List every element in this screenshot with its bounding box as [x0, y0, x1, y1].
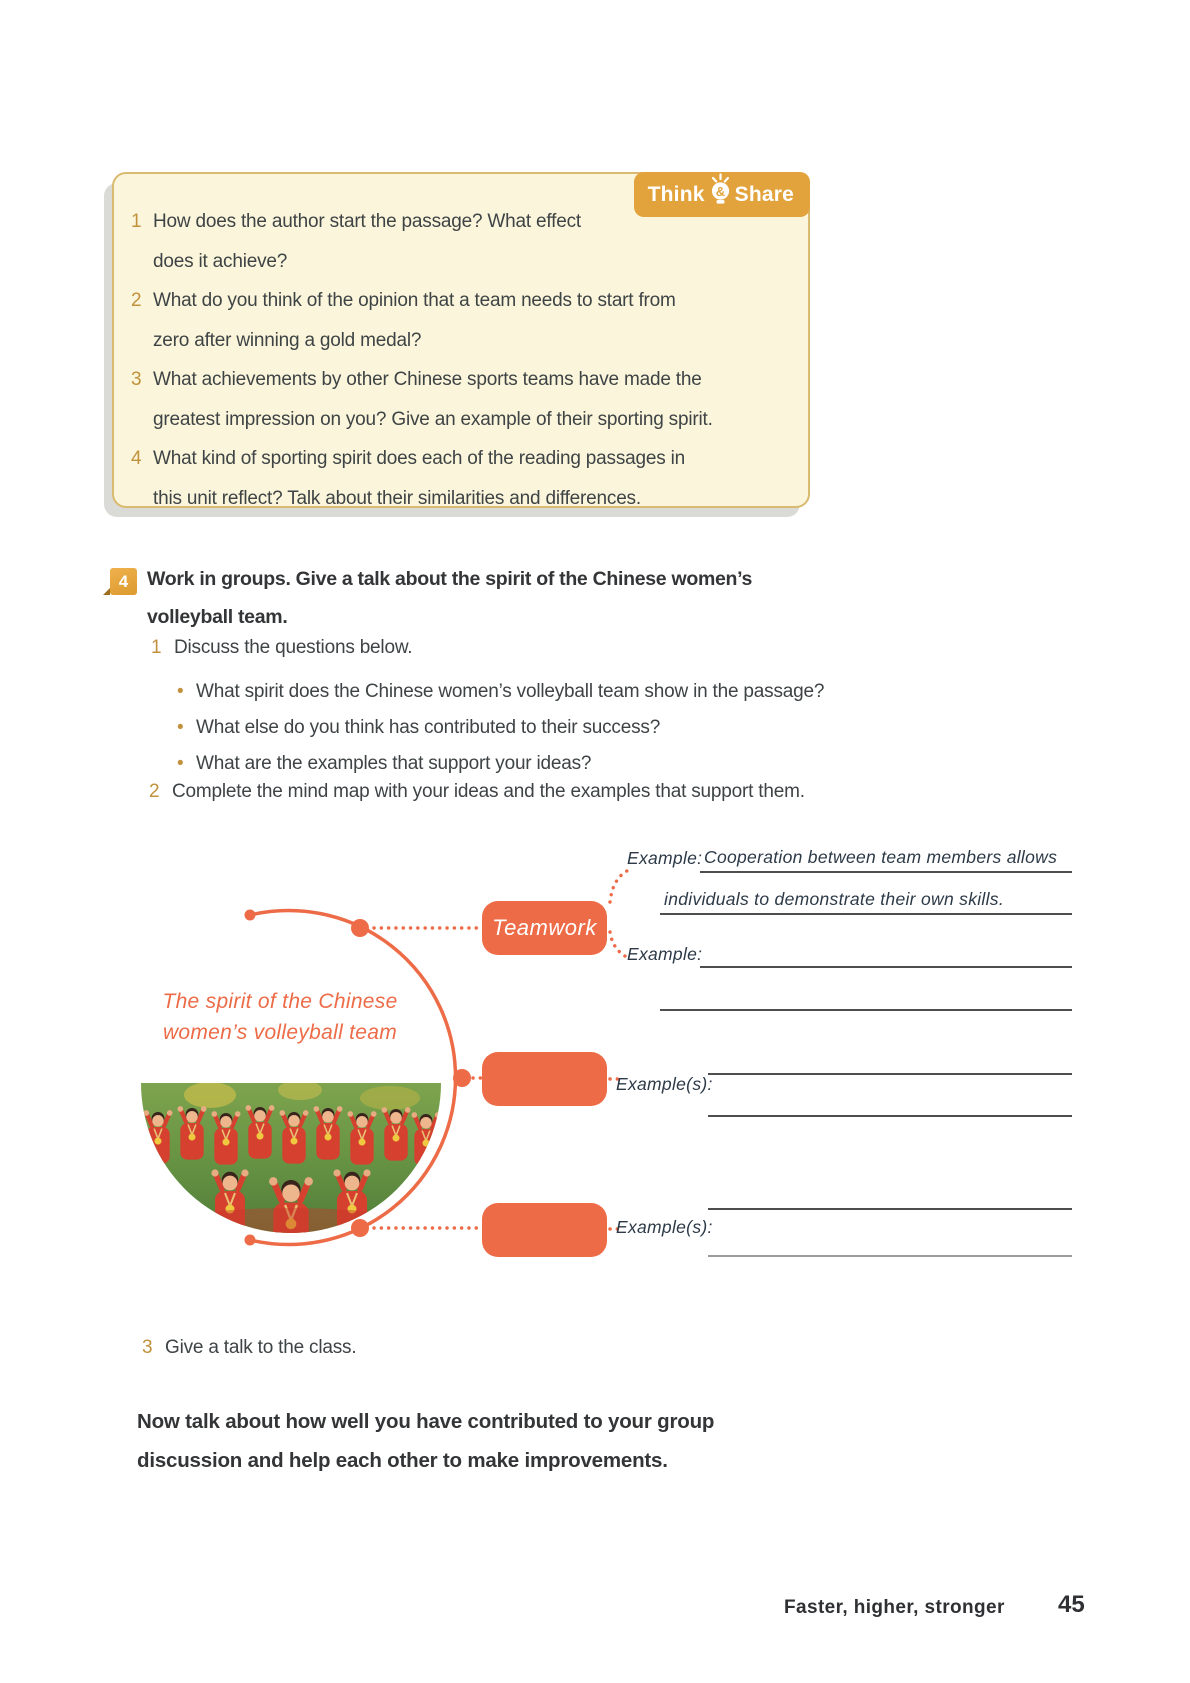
activity-title-line: Work in groups. Give a talk about the spirit of the Chinese women’s [147, 568, 753, 590]
bullet-item [177, 746, 824, 782]
bullet-icon: • [177, 681, 184, 702]
question-line: zero after winning a gold medal? [153, 329, 422, 351]
mindmap-node-teamwork: Teamwork [482, 901, 607, 955]
bullet-text: What are the examples that support your ideas? [196, 753, 592, 774]
question-line: does it achieve? [153, 250, 288, 272]
example2-answer-line-2[interactable] [660, 982, 1072, 1011]
question-text [153, 202, 581, 281]
example2-answer-line-1[interactable] [700, 939, 1072, 968]
example4-label: Example(s): [616, 1217, 713, 1237]
question-number: 1 [131, 211, 142, 232]
closing-paragraph [137, 1402, 714, 1480]
closing-line: Now talk about how well you have contributed to your group [137, 1410, 715, 1433]
badge-think-label: Think [647, 182, 705, 206]
mindmap-center-label [100, 986, 460, 1048]
example4-answer-line-2[interactable] [708, 1229, 1072, 1257]
question-number: 2 [131, 290, 142, 311]
example1-line-2 [660, 884, 1072, 915]
think-share-badge [634, 172, 810, 217]
step-1 [151, 637, 412, 659]
step-number: 3 [142, 1337, 153, 1358]
question-text [153, 281, 676, 360]
question-number: 4 [131, 448, 142, 469]
question-text [153, 360, 713, 439]
bullet-item [177, 710, 824, 746]
bullet-text: What spirit does the Chinese women’s volleyball team show in the passage? [196, 681, 825, 702]
badge-ampersand: & [715, 183, 725, 199]
step-number: 2 [149, 781, 160, 802]
lightbulb-icon [707, 170, 734, 206]
question-line: What kind of sporting spirit does each of the reading passages in [153, 448, 685, 469]
example1-label: Example: [627, 848, 703, 868]
mindmap-node-blank-1[interactable] [482, 1052, 607, 1106]
question-item [131, 360, 796, 439]
step-text: Discuss the questions below. [174, 637, 413, 658]
footer-page-number: 45 [1058, 1591, 1085, 1618]
example4-answer-line-1[interactable] [708, 1182, 1072, 1210]
example2-label: Example: [627, 944, 703, 964]
question-item [131, 439, 796, 518]
step-text: Complete the mind map with your ideas and the examples that support them. [172, 781, 805, 802]
question-item [131, 281, 796, 360]
activity-title [147, 560, 752, 636]
branch-dot-middle [453, 1069, 471, 1087]
badge-share-label: Share [734, 182, 794, 206]
branch-dot-top [351, 919, 369, 937]
bullet-icon: • [177, 717, 184, 738]
question-line: this unit reflect? Talk about their similarities and differences. [153, 487, 641, 509]
bullet-text: What else do you think has contributed to their success? [196, 717, 661, 738]
activity-number-badge: 4 [110, 568, 137, 595]
think-share-box [112, 172, 810, 508]
think-share-questions [114, 174, 808, 518]
step-text: Give a talk to the class. [165, 1337, 357, 1358]
example3-label: Example(s): [616, 1074, 713, 1094]
discussion-bullets [177, 674, 824, 782]
center-label-line: The spirit of the Chinese [162, 990, 398, 1013]
footer-unit-title: Faster, higher, stronger [784, 1597, 1005, 1618]
example1-text-1: Cooperation between team members allows [704, 847, 1058, 867]
question-text [153, 439, 685, 518]
question-line: What do you think of the opinion that a team needs to start from [153, 290, 676, 311]
question-number: 3 [131, 369, 142, 390]
question-line: What achievements by other Chinese sports teams have made the [153, 369, 702, 390]
step-number: 1 [151, 637, 162, 658]
step-3 [142, 1337, 356, 1359]
activity-title-line: volleyball team. [147, 606, 288, 628]
branch-dot-bottom [351, 1219, 369, 1237]
example3-answer-line-1[interactable] [708, 1046, 1072, 1075]
example3-answer-line-2[interactable] [708, 1088, 1072, 1117]
bullet-icon: • [177, 753, 184, 774]
question-line: greatest impression on you? Give an example of their sporting spirit. [153, 408, 713, 430]
bullet-item [177, 674, 824, 710]
team-photo [141, 1080, 441, 1262]
example1-line-1 [700, 841, 1072, 873]
question-line: How does the author start the passage? What effect [153, 211, 581, 232]
example1-text-2: individuals to demonstrate their own skills. [664, 889, 1005, 909]
closing-line: discussion and help each other to make improvements. [137, 1449, 668, 1472]
center-label-line: women’s volleyball team [162, 1021, 398, 1044]
mindmap-node-blank-2[interactable] [482, 1203, 607, 1257]
